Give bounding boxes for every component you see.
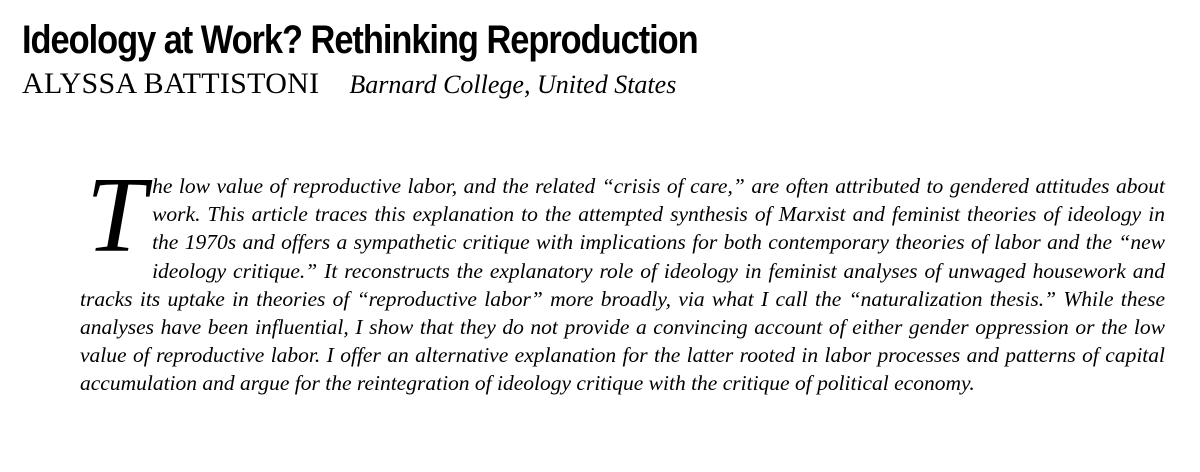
- abstract-text: he low value of reproductive labor, and the related “crisis of care,” are often attributed to gendered attitudes about work. This article traces this explanation to the attempted synthesis of Marxist and feminist theories of ideology in the 1970s and offers a sympathetic critique with implications for both contemporary theories of labor and the “new ideology critique.” It reconstructs the explanatory role of ideology in feminist analyses of unwaged housework and tracks its uptake in theories of “reproductive labor” more broadly, via what I call the “naturalization thesis.” While these analyses have been influential, I show that they do not provide a convincing account of either gender oppression or the low value of reproductive labor. I offer an alternative explanation for the latter rooted in labor processes and patterns of capital accumulation and argue for the reintegration of ideology critique with the critique of political economy.: [80, 174, 1165, 396]
- abstract-drop-cap: T: [86, 156, 147, 275]
- abstract: [80, 156, 1165, 398]
- author-name: ALYSSA BATTISTONI: [22, 67, 320, 100]
- article-title: Ideology at Work? Rethinking Reproduction: [22, 18, 698, 62]
- author-affiliation: Barnard College, United States: [349, 70, 677, 99]
- byline: [22, 66, 676, 107]
